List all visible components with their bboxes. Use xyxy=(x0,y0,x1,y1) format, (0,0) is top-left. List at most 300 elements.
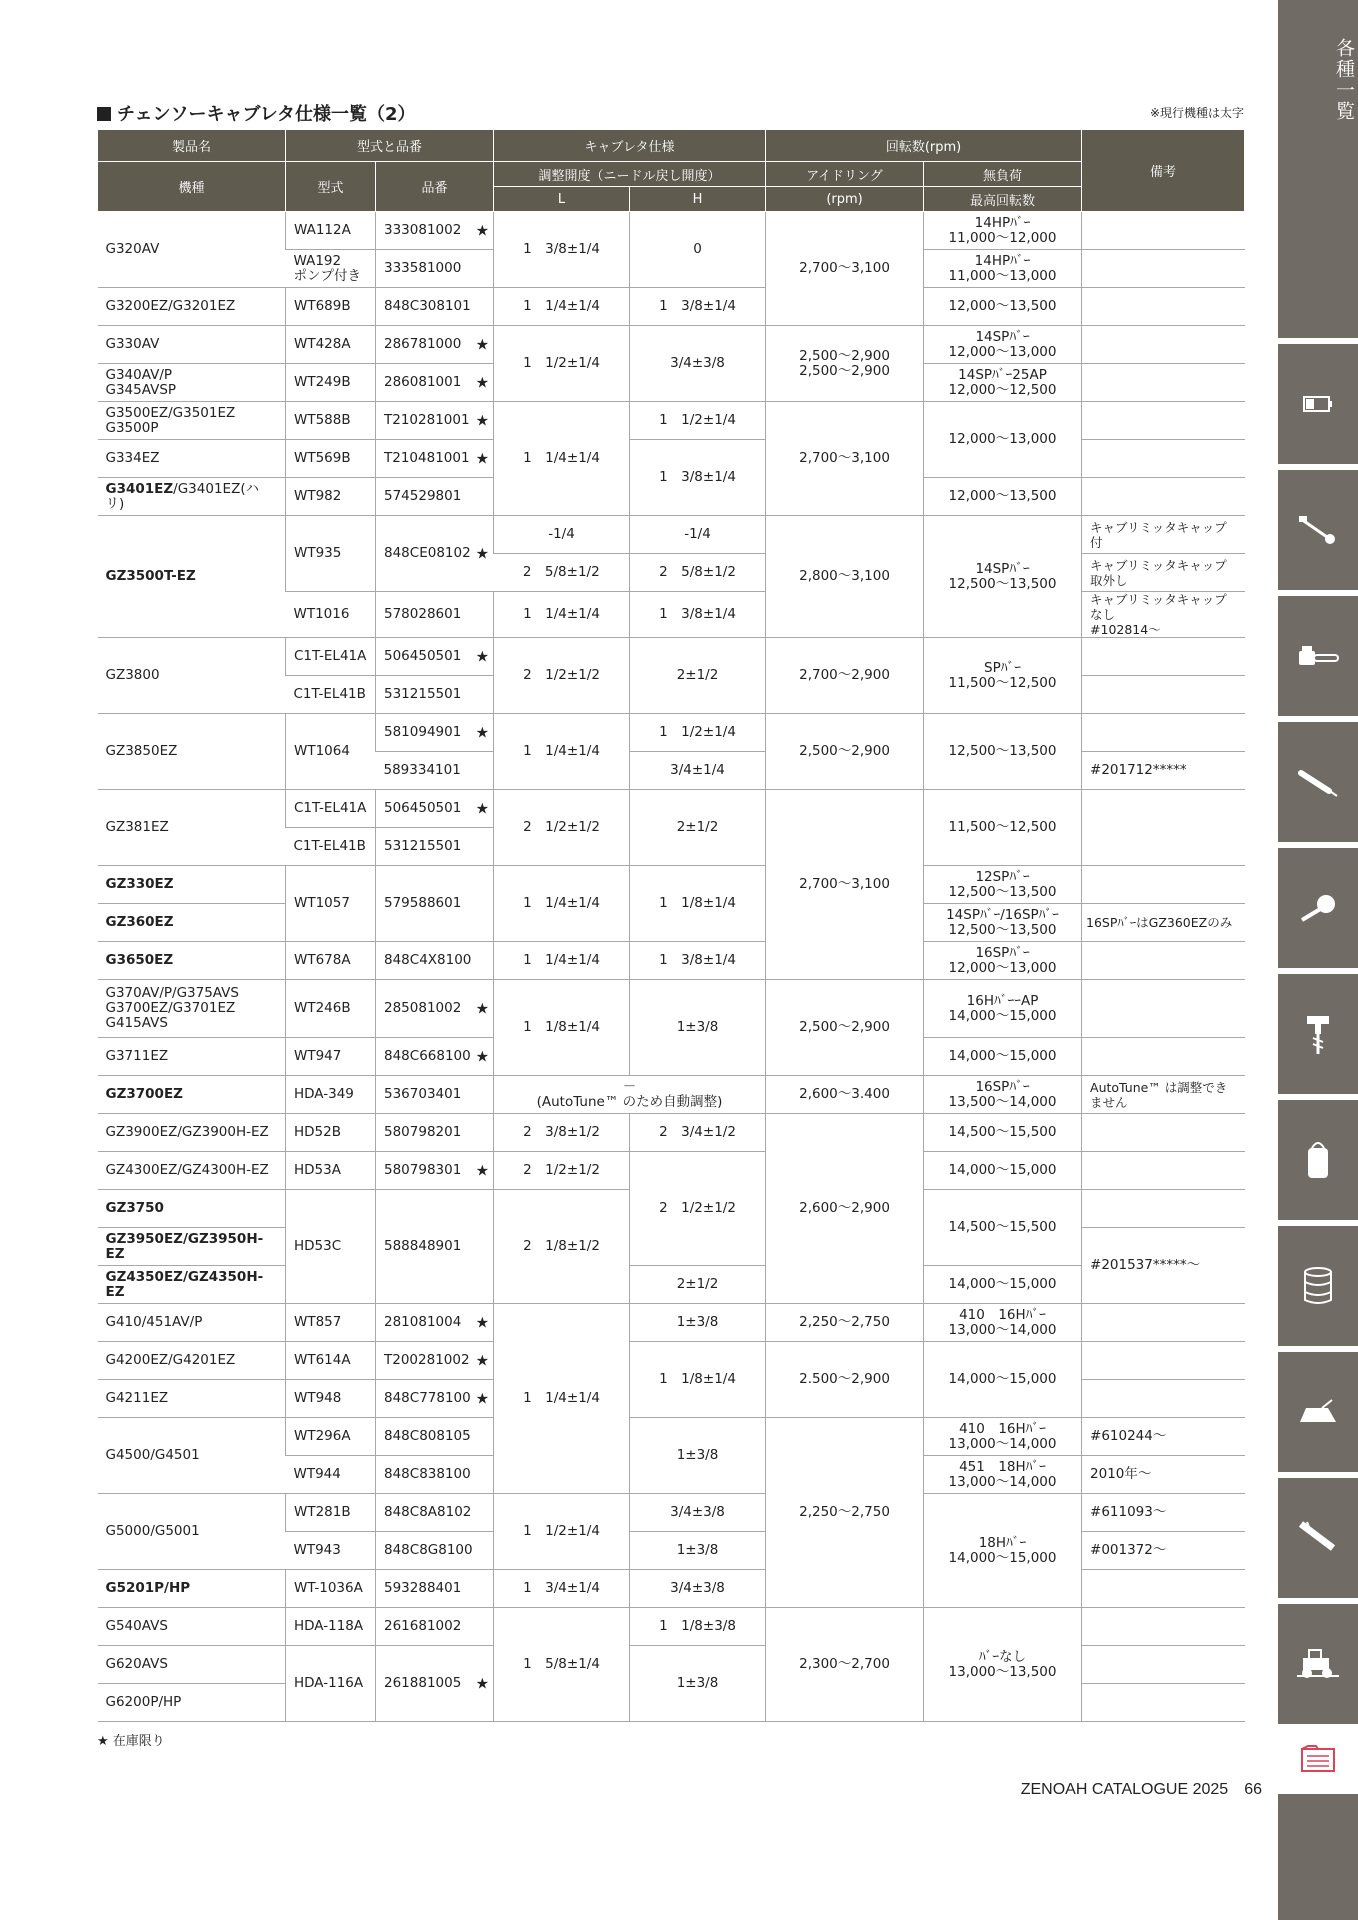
part-cell: 848C838100 xyxy=(376,1456,494,1494)
model-cell: WT678A xyxy=(286,942,376,980)
star-icon: ★ xyxy=(475,449,490,467)
model-cell: C1T-EL41B xyxy=(286,676,376,714)
machine-cell: G620AVS xyxy=(98,1646,286,1684)
h-cell: 1 1/8±1/4 xyxy=(630,866,766,942)
h-cell: 1 3/8±1/4 xyxy=(630,288,766,326)
part-cell: 580798301 ★ xyxy=(376,1152,494,1190)
remarks-cell: AutoTune™ は調整できません xyxy=(1082,1076,1245,1114)
header-idle-unit: (rpm) xyxy=(766,187,924,212)
star-icon: ★ xyxy=(475,221,490,239)
carburetor-spec-table xyxy=(97,129,1245,1722)
remarks-cell: #001372～ xyxy=(1082,1532,1245,1570)
star-icon: ★ xyxy=(475,1047,490,1065)
header-carb-spec: キャブレタ仕様 xyxy=(494,130,766,162)
part-cell: 286781000 ★ xyxy=(376,326,494,364)
h-cell: 2±1/2 xyxy=(630,1266,766,1304)
header-model-part: 型式と品番 xyxy=(286,130,494,162)
model-cell: WT-1036A xyxy=(286,1570,376,1608)
model-cell: WT588B xyxy=(286,402,376,440)
remarks-cell: #611093～ xyxy=(1082,1494,1245,1532)
stock-footnote: ★ 在庫限り xyxy=(97,1734,165,1749)
part-cell: 281081004 ★ xyxy=(376,1304,494,1342)
part-cell: 848C8G8100 xyxy=(376,1532,494,1570)
idle-cell: 2,600～3.400 xyxy=(766,1076,924,1114)
header-rpm: 回転数(rpm) xyxy=(766,130,1082,162)
l-cell: 2 1/8±1/2 xyxy=(494,1190,630,1304)
h-cell: 0 xyxy=(630,212,766,288)
machine-cell: G540AVS xyxy=(98,1608,286,1646)
sidebar-tab-sprayer[interactable] xyxy=(1278,1100,1358,1220)
max-rpm-cell: 16HﾊﾞｰｰAP 14,000～15,000 xyxy=(924,980,1082,1038)
max-rpm-cell: 14,000～15,000 xyxy=(924,1152,1082,1190)
remarks-cell xyxy=(1082,1684,1245,1722)
model-cell: WT569B xyxy=(286,440,376,478)
l-cell: -1/4 xyxy=(494,516,630,554)
sidebar-tab-hedge-trimmer[interactable] xyxy=(1278,722,1358,842)
l-cell: 2 1/2±1/2 xyxy=(494,1152,630,1190)
sidebar-tab-brush-cutter[interactable] xyxy=(1278,1478,1358,1598)
remarks-cell: キャブリミッタキャップ取外し xyxy=(1082,554,1245,592)
idle-cell: 2.500～2,900 xyxy=(766,1342,924,1418)
h-cell: 1±3/8 xyxy=(630,1532,766,1570)
machine-cell: GZ330EZ xyxy=(98,866,286,904)
machine-cell: G330AV xyxy=(98,326,286,364)
max-rpm-cell: 11,500～12,500 xyxy=(924,790,1082,866)
model-cell: WT1016 xyxy=(286,592,376,638)
part-cell: 848C808105 xyxy=(376,1418,494,1456)
model-cell: C1T-EL41A xyxy=(286,638,376,676)
max-rpm-cell: 14,000～15,000 xyxy=(924,1266,1082,1304)
idle-cell: 2,500～2,900 xyxy=(766,980,924,1076)
max-rpm-cell: 12,000～13,500 xyxy=(924,288,1082,326)
sidebar-tab-chainsaw[interactable] xyxy=(1278,596,1358,716)
model-cell: WT428A xyxy=(286,326,376,364)
model-cell: WT947 xyxy=(286,1038,376,1076)
star-icon: ★ xyxy=(475,647,490,665)
h-cell: 1±3/8 xyxy=(630,980,766,1076)
part-cell: 588848901 xyxy=(376,1190,494,1304)
machine-cell: G3401EZ/G3401EZ(ハリ) xyxy=(98,478,286,516)
remarks-cell xyxy=(1082,402,1245,440)
h-cell: 1±3/8 xyxy=(630,1304,766,1342)
machine-cell: GZ3950EZ/GZ3950H-EZ xyxy=(98,1228,286,1266)
part-cell: 580798201 xyxy=(376,1114,494,1152)
model-cell: HD53A xyxy=(286,1152,376,1190)
machine-cell: G6200P/HP xyxy=(98,1684,286,1722)
model-cell: HD52B xyxy=(286,1114,376,1152)
l-cell: 1 1/2±1/4 xyxy=(494,326,630,402)
machine-cell: G4500/G4501 xyxy=(98,1418,286,1494)
h-cell: 3/4±3/8 xyxy=(630,1494,766,1532)
part-cell: 574529801 xyxy=(376,478,494,516)
max-rpm-cell: 14,000～15,000 xyxy=(924,1038,1082,1076)
idle-cell: 2,250～2,750 xyxy=(766,1304,924,1342)
part-cell: 261681002 xyxy=(376,1608,494,1646)
l-cell: 1 1/4±1/4 xyxy=(494,866,630,942)
max-rpm-cell: 410 16Hﾊﾞｰ 13,000～14,000 xyxy=(924,1304,1082,1342)
sidebar-tab-auger[interactable] xyxy=(1278,974,1358,1094)
sidebar-title: 各種一覧 xyxy=(1333,38,1355,122)
sidebar-tab-blower[interactable] xyxy=(1278,848,1358,968)
h-cell: 1 1/8±1/4 xyxy=(630,1342,766,1418)
model-cell: HD53C xyxy=(286,1190,376,1304)
remarks-cell xyxy=(1082,676,1245,714)
idle-cell: 2,500～2,900 xyxy=(766,714,924,790)
max-rpm-cell: 14SPﾊﾞｰ 12,500～13,500 xyxy=(924,516,1082,638)
l-cell: 2 1/2±1/2 xyxy=(494,790,630,866)
model-cell: HDA-116A xyxy=(286,1646,376,1722)
mower-icon xyxy=(1296,1398,1340,1426)
h-cell: 2±1/2 xyxy=(630,638,766,714)
part-cell: 579588601 xyxy=(376,866,494,942)
max-rpm-cell: SPﾊﾞｰ 11,500～12,500 xyxy=(924,638,1082,714)
machine-cell: G4211EZ xyxy=(98,1380,286,1418)
max-rpm-cell: 14HPﾊﾞｰ 11,000～13,000 xyxy=(924,250,1082,288)
part-cell: 848C778100 ★ xyxy=(376,1380,494,1418)
brush-cutter-icon xyxy=(1297,1520,1339,1556)
table-row xyxy=(98,1304,1245,1342)
header-L: L xyxy=(494,187,630,212)
remarks-cell xyxy=(1082,1646,1245,1684)
sidebar-tab-bottom xyxy=(1278,1794,1358,1920)
model-cell: WT689B xyxy=(286,288,376,326)
star-icon: ★ xyxy=(475,373,490,391)
remarks-cell: #201712***** xyxy=(1082,752,1245,790)
machine-cell: GZ381EZ xyxy=(98,790,286,866)
star-icon: ★ xyxy=(475,1161,490,1179)
star-icon: ★ xyxy=(475,335,490,353)
table-row xyxy=(98,212,1245,250)
remarks-cell xyxy=(1082,1152,1245,1190)
max-rpm-cell: 14SPﾊﾞｰ/16SPﾊﾞｰ 12,500～13,500 xyxy=(924,904,1082,942)
sidebar-tab-current-lists[interactable] xyxy=(1278,1730,1358,1788)
table-row xyxy=(98,288,1245,326)
h-cell: 1 3/8±1/4 xyxy=(630,440,766,516)
l-cell: 2 5/8±1/2 xyxy=(494,554,630,592)
max-rpm-cell: 12,000～13,500 xyxy=(924,478,1082,516)
remarks-cell xyxy=(1082,250,1245,288)
h-cell: 1 1/8±3/8 xyxy=(630,1608,766,1646)
part-cell: 848C4X8100 xyxy=(376,942,494,980)
star-icon: ★ xyxy=(475,544,490,562)
remarks-cell: 16SPﾊﾞｰはGZ360EZのみ xyxy=(1082,904,1245,942)
part-cell: 589334101 xyxy=(376,752,494,790)
table-row xyxy=(98,714,1245,752)
sidebar-tab-trimmer[interactable] xyxy=(1278,470,1358,590)
max-rpm-cell: 16SPﾊﾞｰ 13,500～14,000 xyxy=(924,1076,1082,1114)
part-cell: T210281001 ★ xyxy=(376,402,494,440)
remarks-cell xyxy=(1082,1608,1245,1646)
title-square-icon xyxy=(97,107,111,121)
machine-cell: G320AV xyxy=(98,212,286,288)
model-cell: WT857 xyxy=(286,1304,376,1342)
model-cell: C1T-EL41B xyxy=(286,828,376,866)
trimmer-icon xyxy=(1297,515,1339,545)
max-rpm-cell: 14SPﾊﾞｰ 12,000～13,000 xyxy=(924,326,1082,364)
catalogue-list-icon xyxy=(1300,1745,1336,1773)
table-row xyxy=(98,1152,1245,1190)
model-cell: WT246B xyxy=(286,980,376,1038)
table-row xyxy=(98,326,1245,364)
l-cell: 2 1/2±1/2 xyxy=(494,638,630,714)
max-rpm-cell: 14,000～15,000 xyxy=(924,1342,1082,1418)
l-cell: 1 1/4±1/4 xyxy=(494,714,630,790)
machine-cell: GZ3900EZ/GZ3900H-EZ xyxy=(98,1114,286,1152)
machine-cell: GZ3700EZ xyxy=(98,1076,286,1114)
sidebar-tab-battery[interactable] xyxy=(1278,344,1358,464)
header-product: 製品名 xyxy=(98,130,286,162)
star-icon: ★ xyxy=(475,1389,490,1407)
star-icon: ★ xyxy=(475,1674,490,1692)
model-cell: WT1057 xyxy=(286,866,376,942)
model-cell: C1T-EL41A xyxy=(286,790,376,828)
header-machine: 機種 xyxy=(98,162,286,212)
remarks-cell xyxy=(1082,1304,1245,1342)
remarks-cell xyxy=(1082,1380,1245,1418)
header-H: H xyxy=(630,187,766,212)
table-row xyxy=(98,1494,1245,1532)
remarks-cell xyxy=(1082,326,1245,364)
remarks-cell xyxy=(1082,714,1245,752)
table-row xyxy=(98,402,1245,440)
remarks-cell xyxy=(1082,440,1245,478)
h-cell: -1/4 xyxy=(630,516,766,554)
model-cell: WT249B xyxy=(286,364,376,402)
remarks-cell xyxy=(1082,638,1245,676)
model-cell: WT296A xyxy=(286,1418,376,1456)
part-cell: 848C308101 xyxy=(376,288,494,326)
part-cell: 506450501 ★ xyxy=(376,790,494,828)
machine-cell: G370AV/P/G375AVS G3700EZ/G3701EZ G415AVS xyxy=(98,980,286,1038)
machine-cell: GZ360EZ xyxy=(98,904,286,942)
machine-cell: GZ3750 xyxy=(98,1190,286,1228)
machine-cell: G3200EZ/G3201EZ xyxy=(98,288,286,326)
h-cell: 2 3/4±1/2 xyxy=(630,1114,766,1152)
remarks-cell: 2010年～ xyxy=(1082,1456,1245,1494)
h-cell: 3/4±3/8 xyxy=(630,326,766,402)
h-cell: 1±3/8 xyxy=(630,1646,766,1722)
remarks-cell xyxy=(1082,1114,1245,1152)
sidebar-tab-fuel[interactable] xyxy=(1278,1226,1358,1346)
remarks-cell xyxy=(1082,1190,1245,1228)
remarks-cell xyxy=(1082,288,1245,326)
star-icon: ★ xyxy=(475,799,490,817)
idle-cell: 2,700～3,100 xyxy=(766,402,924,516)
table-row xyxy=(98,790,1245,828)
h-cell: 1 1/2±1/4 xyxy=(630,714,766,752)
max-rpm-cell: 12,500～13,500 xyxy=(924,714,1082,790)
machine-cell: GZ4300EZ/GZ4300H-EZ xyxy=(98,1152,286,1190)
model-cell: HDA-349 xyxy=(286,1076,376,1114)
machine-cell: GZ4350EZ/GZ4350H-EZ xyxy=(98,1266,286,1304)
max-rpm-cell: ﾊﾞｰなし 13,000～13,500 xyxy=(924,1608,1082,1722)
sidebar-tab-tractor[interactable] xyxy=(1278,1604,1358,1724)
max-rpm-cell: 12SPﾊﾞｰ 12,500～13,500 xyxy=(924,866,1082,904)
l-cell: 1 3/4±1/4 xyxy=(494,1570,630,1608)
l-cell: 1 1/4±1/4 xyxy=(494,592,630,638)
star-icon: ★ xyxy=(475,999,490,1017)
battery-icon xyxy=(1303,395,1333,413)
l-cell: 1 1/8±1/4 xyxy=(494,980,630,1076)
l-cell: 1 1/4±1/4 xyxy=(494,1304,630,1494)
remarks-cell xyxy=(1082,790,1245,866)
part-cell: 506450501 ★ xyxy=(376,638,494,676)
l-cell: 2 3/8±1/2 xyxy=(494,1114,630,1152)
sidebar-tab-mower[interactable] xyxy=(1278,1352,1358,1472)
chainsaw-icon xyxy=(1296,643,1340,669)
table-row xyxy=(98,516,1245,554)
model-cell: WA192 ポンプ付き xyxy=(286,250,376,288)
part-cell: 536703401 xyxy=(376,1076,494,1114)
machine-cell: GZ3500T-EZ xyxy=(98,516,286,638)
model-cell: WT944 xyxy=(286,1456,376,1494)
auger-icon xyxy=(1303,1012,1333,1056)
idle-cell: 2,700～2,900 xyxy=(766,638,924,714)
h-cell: 2±1/2 xyxy=(630,790,766,866)
remarks-cell xyxy=(1082,478,1245,516)
star-icon: ★ xyxy=(475,1313,490,1331)
part-cell: T200281002 ★ xyxy=(376,1342,494,1380)
l-cell: 1 1/4±1/4 xyxy=(494,402,630,516)
header-adjust: 調整開度（ニードル戻し開度） xyxy=(494,162,766,187)
part-cell: 531215501 xyxy=(376,828,494,866)
idle-cell: 2,700～3,100 xyxy=(766,790,924,980)
max-rpm-cell: 16SPﾊﾞｰ 12,000～13,000 xyxy=(924,942,1082,980)
part-cell: 285081002 ★ xyxy=(376,980,494,1038)
h-cell: 1 1/2±1/4 xyxy=(630,402,766,440)
machine-cell: G340AV/P G345AVSP xyxy=(98,364,286,402)
table-row xyxy=(98,1114,1245,1152)
machine-cell: G334EZ xyxy=(98,440,286,478)
hedge-trimmer-icon xyxy=(1297,767,1339,797)
remarks-cell: #201537*****～ xyxy=(1082,1228,1245,1304)
sidebar-tab-lists[interactable] xyxy=(1278,0,1358,338)
remarks-cell xyxy=(1082,1342,1245,1380)
machine-cell: G410/451AV/P xyxy=(98,1304,286,1342)
current-model-note: ※現行機種は太字 xyxy=(1149,106,1244,120)
part-cell: 581094901 ★ xyxy=(376,714,494,752)
model-cell: WT982 xyxy=(286,478,376,516)
remarks-cell xyxy=(1082,212,1245,250)
idle-cell: 2,800～3,100 xyxy=(766,516,924,638)
part-cell: 333081002 ★ xyxy=(376,212,494,250)
max-rpm-cell: 410 16Hﾊﾞｰ 13,000～14,000 xyxy=(924,1418,1082,1456)
h-cell: 3/4±1/4 xyxy=(630,752,766,790)
header-remarks: 備考 xyxy=(1082,130,1245,212)
blower-icon xyxy=(1298,892,1338,924)
part-cell: 848C8A8102 xyxy=(376,1494,494,1532)
max-rpm-cell: 14,500～15,500 xyxy=(924,1114,1082,1152)
idle-cell: 2,600～2,900 xyxy=(766,1114,924,1304)
idle-cell: 2,300～2,700 xyxy=(766,1608,924,1722)
table-row xyxy=(98,866,1245,904)
idle-cell: 2,500～2,900 2,500～2,900 xyxy=(766,326,924,402)
model-cell: WT614A xyxy=(286,1342,376,1380)
l-cell: 1 1/4±1/4 xyxy=(494,942,630,980)
remarks-cell: #610244～ xyxy=(1082,1418,1245,1456)
max-rpm-cell: 14,500～15,500 xyxy=(924,1190,1082,1266)
h-cell: 2 1/2±1/2 xyxy=(630,1152,766,1266)
page-title: チェンソーキャブレタ仕様一覧（2） xyxy=(97,100,416,126)
l-cell: 1 3/8±1/4 xyxy=(494,212,630,288)
category-sidebar xyxy=(1278,0,1358,1920)
backpack-sprayer-icon xyxy=(1302,1138,1334,1182)
l-cell: 1 1/2±1/4 xyxy=(494,1494,630,1570)
remarks-cell xyxy=(1082,866,1245,904)
idle-cell: 2,250～2,750 xyxy=(766,1418,924,1608)
l-cell: 1 1/4±1/4 xyxy=(494,288,630,326)
h-cell: 1±3/8 xyxy=(630,1418,766,1494)
part-cell: 578028601 xyxy=(376,592,494,638)
table-row xyxy=(98,980,1245,1038)
remarks-cell xyxy=(1082,1570,1245,1608)
remarks-cell xyxy=(1082,1038,1245,1076)
machine-cell: G3711EZ xyxy=(98,1038,286,1076)
model-cell: WT1064 xyxy=(286,714,376,790)
table-row xyxy=(98,1266,1245,1304)
machine-cell: G5000/G5001 xyxy=(98,1494,286,1570)
table-row xyxy=(98,1342,1245,1380)
remarks-cell xyxy=(1082,942,1245,980)
model-cell: WT281B xyxy=(286,1494,376,1532)
max-rpm-cell: 18Hﾊﾞｰ 14,000～15,000 xyxy=(924,1494,1082,1608)
max-rpm-cell: 451 18Hﾊﾞｰ 13,000～14,000 xyxy=(924,1456,1082,1494)
model-cell: HDA-118A xyxy=(286,1608,376,1646)
remarks-cell xyxy=(1082,364,1245,402)
header-noload: 無負荷 xyxy=(924,162,1082,187)
table-row xyxy=(98,942,1245,980)
max-rpm-cell: 14SPﾊﾞｰ25AP 12,000～12,500 xyxy=(924,364,1082,402)
part-cell: T210481001 ★ xyxy=(376,440,494,478)
tractor-icon xyxy=(1295,1648,1341,1680)
part-cell: 848C668100 ★ xyxy=(376,1038,494,1076)
machine-cell: GZ3800 xyxy=(98,638,286,714)
star-icon: ★ xyxy=(475,723,490,741)
machine-cell: GZ3850EZ xyxy=(98,714,286,790)
model-cell: WT948 xyxy=(286,1380,376,1418)
header-noload-sub: 最高回転数 xyxy=(924,187,1082,212)
header-part: 品番 xyxy=(376,162,494,212)
max-rpm-cell: 12,000～13,000 xyxy=(924,402,1082,478)
part-cell: 593288401 xyxy=(376,1570,494,1608)
catalogue-footer: ZENOAH CATALOGUE 2025 66 xyxy=(1020,1781,1262,1798)
idle-cell: 2,700～3,100 xyxy=(766,212,924,326)
model-cell: WT943 xyxy=(286,1532,376,1570)
table-row xyxy=(98,1418,1245,1456)
part-cell: 531215501 xyxy=(376,676,494,714)
remarks-cell xyxy=(1082,980,1245,1038)
machine-cell: G3650EZ xyxy=(98,942,286,980)
part-cell: 261881005 ★ xyxy=(376,1646,494,1722)
header-idle: アイドリング xyxy=(766,162,924,187)
machine-cell: G3500EZ/G3501EZ G3500P xyxy=(98,402,286,440)
h-cell: 3/4±3/8 xyxy=(630,1570,766,1608)
h-cell: 1 3/8±1/4 xyxy=(630,942,766,980)
table-row xyxy=(98,638,1245,676)
model-cell: WT935 xyxy=(286,516,376,592)
machine-cell: G5201P/HP xyxy=(98,1570,286,1608)
model-cell: WA112A xyxy=(286,212,376,250)
star-icon: ★ xyxy=(475,411,490,429)
max-rpm-cell: 14HPﾊﾞｰ 11,000～12,000 xyxy=(924,212,1082,250)
l-cell: 1 5/8±1/4 xyxy=(494,1608,630,1722)
table-row xyxy=(98,1076,1245,1114)
header-model: 型式 xyxy=(286,162,376,212)
h-cell: 2 5/8±1/2 xyxy=(630,554,766,592)
part-cell: 286081001 ★ xyxy=(376,364,494,402)
remarks-cell: キャブリミッタキャップなし #102814～ xyxy=(1082,592,1245,638)
lh-cell: － (AutoTune™ のため自動調整) xyxy=(494,1076,766,1114)
